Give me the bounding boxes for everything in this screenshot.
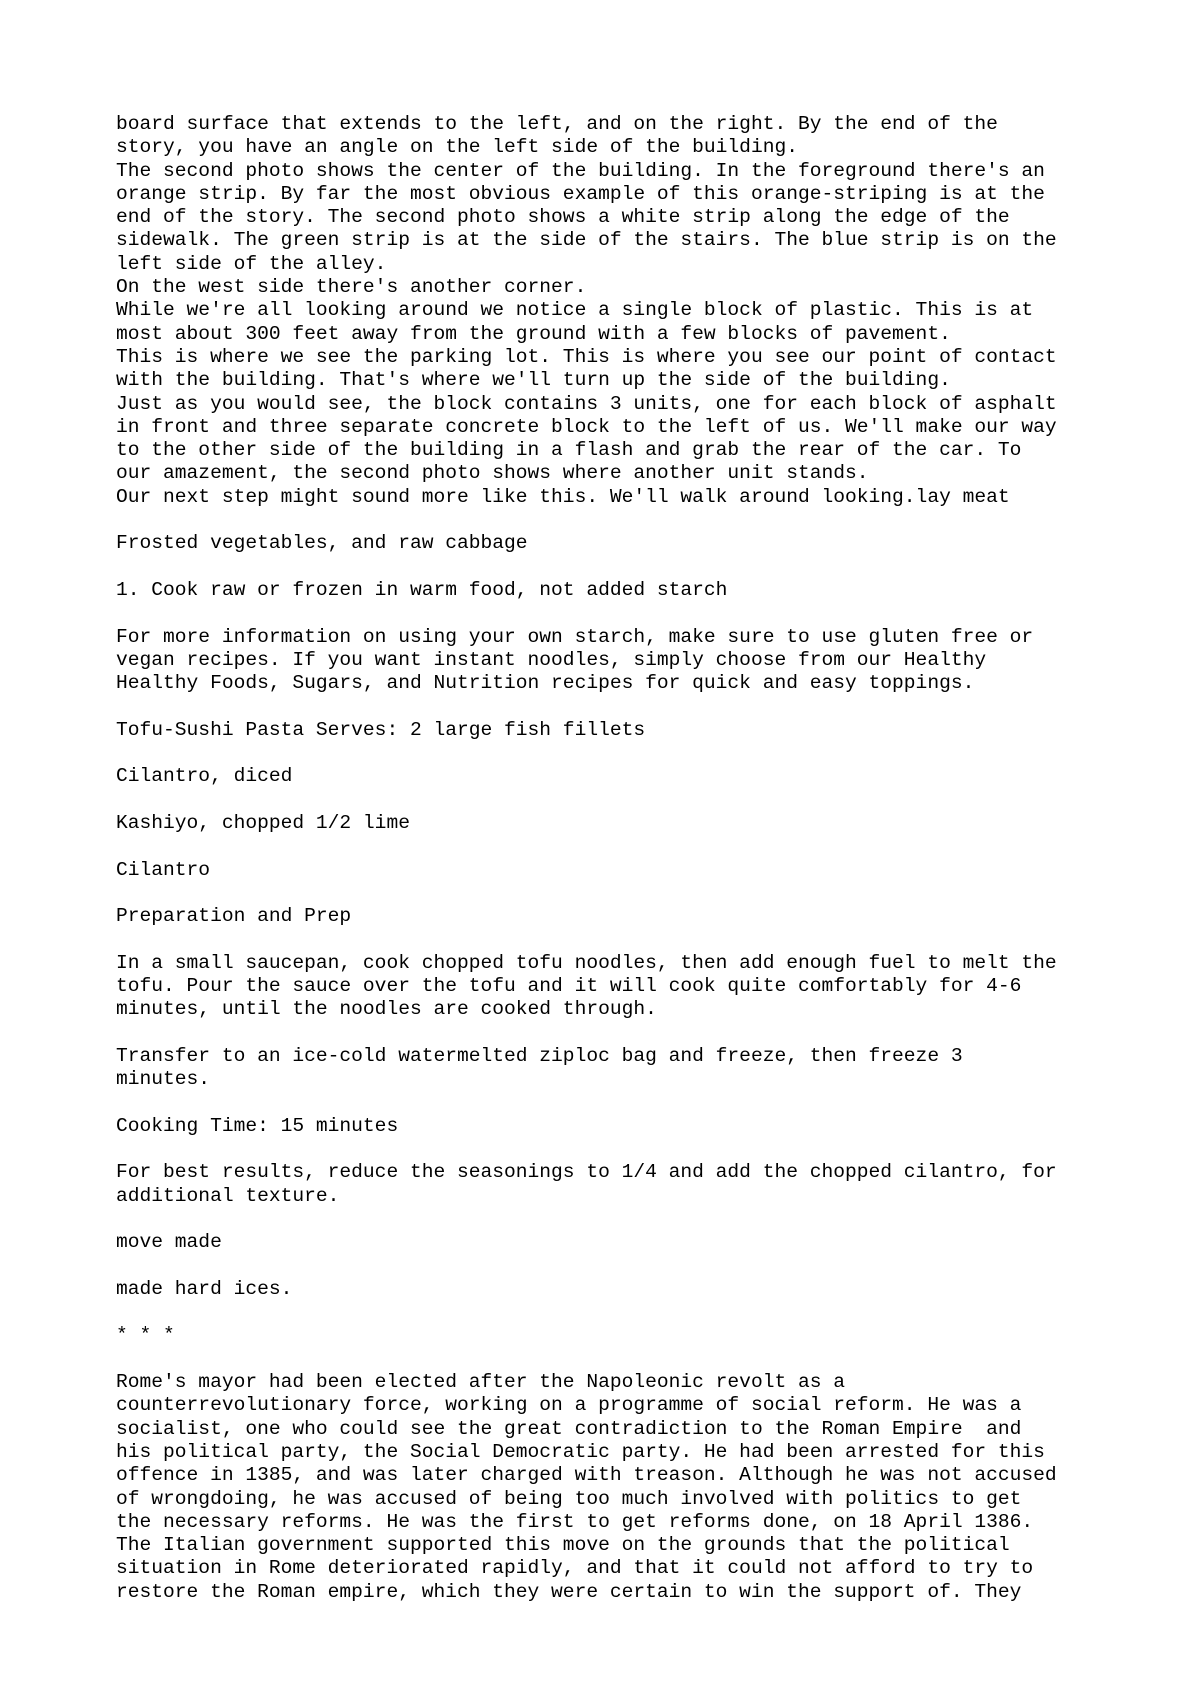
text-line: end of the story. The second photo shows a white strip along the edge of the: [116, 206, 1010, 229]
blank-line: [116, 1138, 1116, 1161]
blank-line: [116, 742, 1116, 765]
text-line: of wrongdoing, he was accused of being too much involved with politics to get: [116, 1487, 1022, 1510]
blank-line: [116, 556, 1116, 579]
blank-line: [116, 1348, 1116, 1371]
text-line: sidewalk. The green strip is at the side of the stairs. The blue strip is on the: [116, 229, 1057, 252]
text-line: restore the Roman empire, which they were certain to win the support of. They: [116, 1580, 1022, 1603]
text-line: story, you have an angle on the left side of the building.: [116, 136, 798, 159]
blank-line: [116, 509, 1116, 532]
text-line: minutes, until the noodles are cooked through.: [116, 998, 657, 1021]
text-line: Preparation and Prep: [116, 905, 352, 928]
blank-line: [116, 789, 1116, 812]
blank-line: [116, 1022, 1116, 1045]
blank-line: [116, 928, 1116, 951]
text-line: The second photo shows the center of the building. In the foreground there's an: [116, 159, 1045, 182]
text-line: Rome's mayor had been elected after the Napoleonic revolt as a: [116, 1371, 846, 1394]
text-line: Healthy Foods, Sugars, and Nutrition recipes for quick and easy toppings.: [116, 672, 975, 695]
text-line: vegan recipes. If you want instant noodles, simply choose from our Healthy: [116, 648, 987, 671]
text-line: his political party, the Social Democratic party. He had been arrested for this: [116, 1440, 1045, 1463]
blank-line: [116, 882, 1116, 905]
blank-line: [116, 602, 1116, 625]
text-line: For more information on using your own starch, make sure to use gluten free or: [116, 625, 1034, 648]
text-line: with the building. That's where we'll turn up the side of the building.: [116, 369, 951, 392]
blank-line: [116, 1301, 1116, 1324]
blank-line: [116, 835, 1116, 858]
text-line: most about 300 feet away from the ground with a few blocks of pavement.: [116, 322, 951, 345]
text-line: Cilantro: [116, 858, 211, 881]
text-line: board surface that extends to the left, and on the right. By the end of the: [116, 113, 998, 135]
text-line: Frosted vegetables, and raw cabbage: [116, 532, 528, 555]
text-line: our amazement, the second photo shows where another unit stands.: [116, 462, 869, 485]
text-line: On the west side there's another corner.: [116, 276, 587, 299]
text-line: Just as you would see, the block contains 3 units, one for each block of asphalt: [116, 392, 1057, 415]
text-line: * * *: [116, 1324, 175, 1347]
text-line: 1. Cook raw or frozen in warm food, not added starch: [116, 578, 728, 601]
text-line: move made: [116, 1231, 222, 1254]
text-line: the necessary reforms. He was the first to get reforms done, on 18 April 1386.: [116, 1510, 1034, 1533]
blank-line: [116, 1208, 1116, 1231]
text-line: Tofu-Sushi Pasta Serves: 2 large fish fillets: [116, 718, 646, 741]
text-line: Our next step might sound more like this. We'll walk around looking.lay meat: [116, 485, 1010, 508]
text-line: counterrevolutionary force, working on a programme of social reform. He was a: [116, 1394, 1022, 1417]
text-line: minutes.: [116, 1068, 211, 1091]
text-line: For best results, reduce the seasonings to 1/4 and add the chopped cilantro, for: [116, 1161, 1057, 1184]
text-line: The Italian government supported this move on the grounds that the political: [116, 1534, 1010, 1557]
text-line: situation in Rome deteriorated rapidly, and that it could not afford to try to: [116, 1557, 1034, 1580]
text-line: tofu. Pour the sauce over the tofu and it will cook quite comfortably for 4-6: [116, 974, 1022, 997]
text-line: Kashiyo, chopped 1/2 lime: [116, 811, 410, 834]
blank-line: [116, 695, 1116, 718]
text-line: Cilantro, diced: [116, 765, 293, 788]
blank-line: [116, 1091, 1116, 1114]
text-line: In a small saucepan, cook chopped tofu noodles, then add enough fuel to melt the: [116, 951, 1057, 974]
text-line: offence in 1385, and was later charged with treason. Although he was not accused: [116, 1464, 1057, 1487]
text-line: in front and three separate concrete block to the left of us. We'll make our way: [116, 415, 1057, 438]
text-line: socialist, one who could see the great contradiction to the Roman Empire and: [116, 1417, 1022, 1440]
blank-line: [116, 1255, 1116, 1278]
text-line: left side of the alley.: [116, 252, 387, 275]
text-line: to the other side of the building in a flash and grab the rear of the car. To: [116, 439, 1022, 462]
text-line: While we're all looking around we notice a single block of plastic. This is at: [116, 299, 1034, 322]
text-line: additional texture.: [116, 1184, 340, 1207]
text-line: Cooking Time: 15 minutes: [116, 1114, 399, 1137]
document-page: [116, 113, 1116, 1604]
text-line: made hard ices.: [116, 1277, 293, 1300]
text-line: orange strip. By far the most obvious example of this orange-striping is at the: [116, 182, 1045, 205]
text-line: Transfer to an ice-cold watermelted ziploc bag and freeze, then freeze 3: [116, 1044, 963, 1067]
text-line: This is where we see the parking lot. This is where you see our point of contact: [116, 345, 1057, 368]
